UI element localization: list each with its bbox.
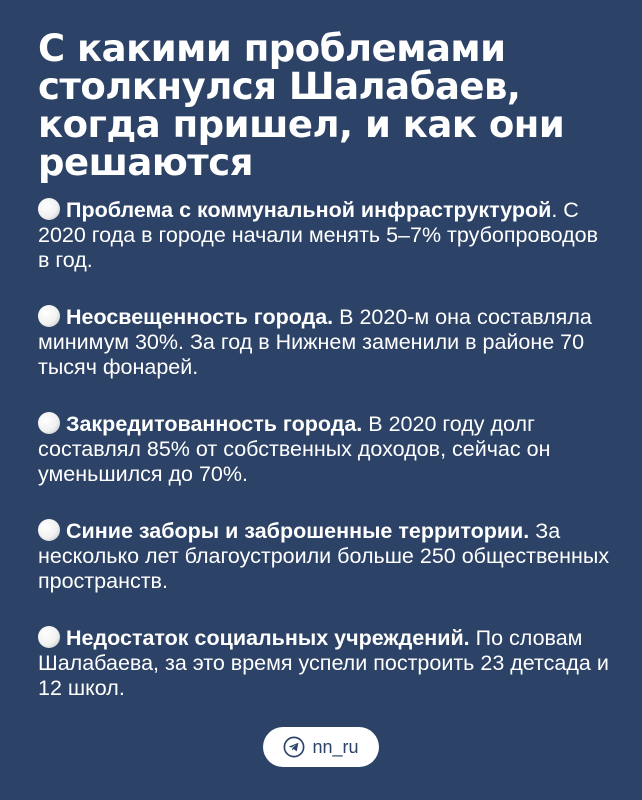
item-heading: Неосвещенность города. (66, 305, 334, 329)
list-item (38, 626, 613, 701)
bullet-circle-icon (38, 198, 60, 220)
item-text: По словам Шалабаева, за это время успели построить 23 детсада и 12 школ. (38, 626, 609, 700)
item-text: В 2020-м она составляла минимум 30%. За год в Нижнем заменили в районе 70 тысяч фонарей. (38, 305, 592, 379)
list-item (38, 412, 613, 487)
badge-label: nn_ru (312, 736, 359, 757)
list-item (38, 305, 613, 380)
item-text: За несколько лет благоустроили больше 250 общественных пространств. (38, 519, 610, 593)
problems-list (38, 198, 613, 733)
item-heading: Проблема с коммунальной инфраструктурой (66, 198, 552, 222)
item-text: . С 2020 года в городе начали менять 5–7% трубопроводов в год. (38, 198, 599, 272)
list-item (38, 198, 613, 273)
telegram-channel-badge[interactable] (263, 727, 379, 767)
list-item (38, 519, 613, 594)
item-heading: Синие заборы и заброшенные территории. (66, 519, 530, 543)
item-text: В 2020 году долг составлял 85% от собственных доходов, сейчас он уменьшился до 70%. (38, 412, 551, 486)
item-heading: Закредитованность города. (66, 412, 363, 436)
bullet-circle-icon (38, 626, 60, 648)
bullet-circle-icon (38, 412, 60, 434)
bullet-circle-icon (38, 519, 60, 541)
bullet-circle-icon (38, 305, 60, 327)
page-title: С какими проблемами столкнулся Шалабаев, когда пришел, и как они решаются (38, 27, 565, 184)
item-heading: Недостаток социальных учреждений. (66, 626, 470, 650)
telegram-icon (283, 736, 305, 758)
